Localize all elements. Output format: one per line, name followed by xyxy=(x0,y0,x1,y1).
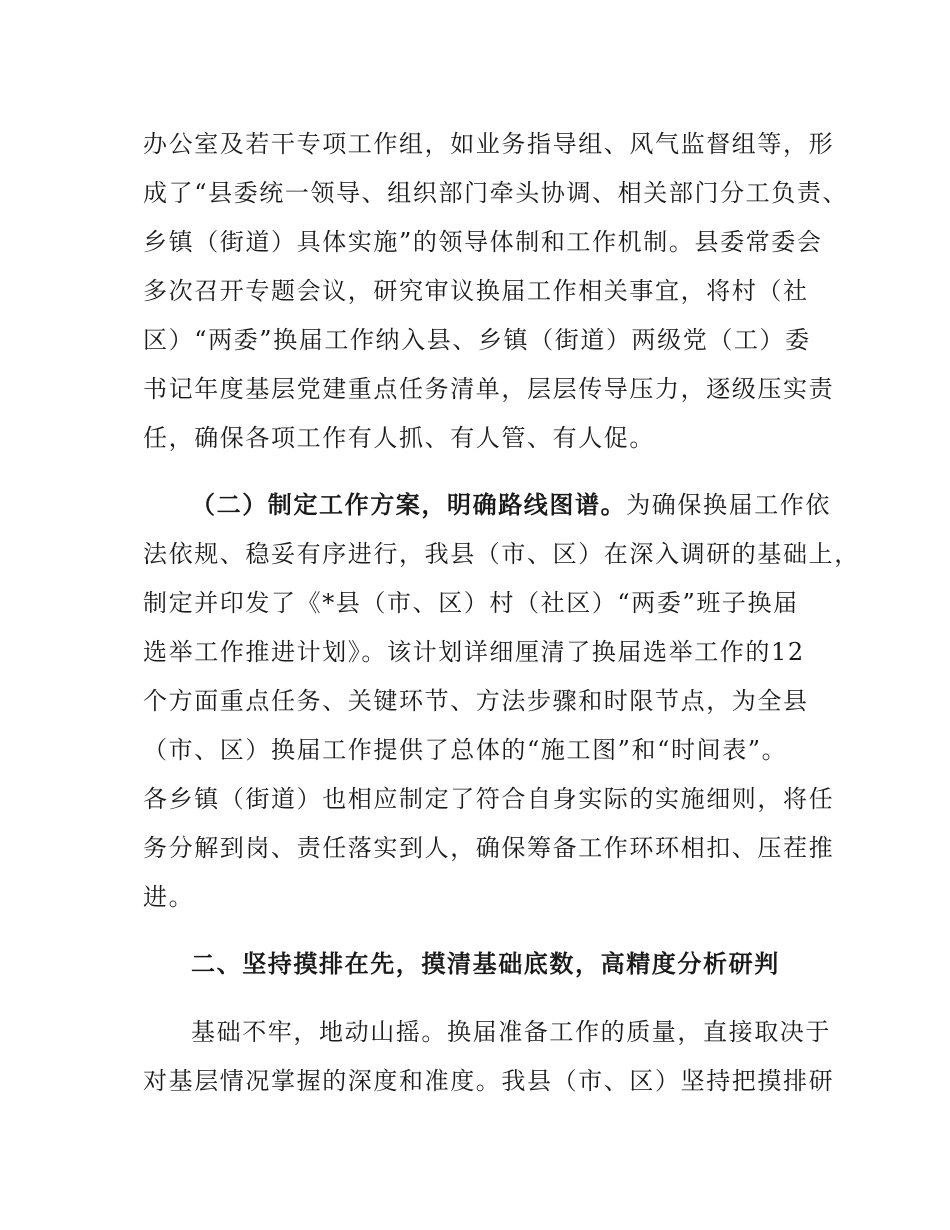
body-text-line: 办公室及若干专项工作组，如业务指导组、风气监督组等，形 xyxy=(143,130,835,158)
body-text-line: 成了“县委统一领导、组织部门牵头协调、相关部门分工负责、 xyxy=(143,179,849,207)
body-text-line: 区）“两委”换届工作纳入县、乡镇（街道）两级党（工）委 xyxy=(143,326,811,354)
body-text-line: 书记年度基层党建重点任务清单，层层传导压力，逐级压实责 xyxy=(143,375,835,403)
body-text-line: 个方面重点任务、关键环节、方法步骤和时限节点，为全县 xyxy=(143,687,809,715)
body-text-line: 制定并印发了《*县（市、区）村（社区）“两委”班子换届 xyxy=(143,589,799,617)
body-text-line: 乡镇（街道）具体实施”的领导体制和工作机制。县委常委会 xyxy=(143,228,823,256)
section-heading: 二、坚持摸排在先，摸清基础底数，高精度分析研判 xyxy=(191,950,780,978)
body-text-line: 选举工作推进计划》。该计划详细厘清了换届选举工作的12 xyxy=(143,638,805,666)
subsection-first-line xyxy=(191,489,831,521)
subsection-heading: （二）制定工作方案，明确路线图谱。 xyxy=(191,491,627,519)
body-text-line: 基础不牢，地动山摇。换届准备工作的质量，直接取决于 xyxy=(191,1018,831,1046)
body-text-line: 进。 xyxy=(143,883,195,911)
body-text-run: 为确保换届工作依 xyxy=(626,491,832,519)
body-text-line: 任，确保各项工作有人抓、有人管、有人促。 xyxy=(143,424,655,452)
body-text-line: 多次召开专题会议，研究审议换届工作相关事宜，将村（社 xyxy=(143,277,809,305)
body-text-line: 各乡镇（街道）也相应制定了符合自身实际的实施细则，将任 xyxy=(143,785,835,813)
body-text-line: 对基层情况掌握的深度和准度。我县（市、区）坚持把摸排研 xyxy=(143,1067,835,1095)
body-text-line: （市、区）换届工作提供了总体的“施工图”和“时间表”。 xyxy=(143,736,788,764)
body-text-line: 法依规、稳妥有序进行，我县（市、区）在深入调研的基础上， xyxy=(143,540,860,568)
body-text-line: 务分解到岗、责任落实到人，确保筹备工作环环相扣、压茬推 xyxy=(143,834,835,862)
